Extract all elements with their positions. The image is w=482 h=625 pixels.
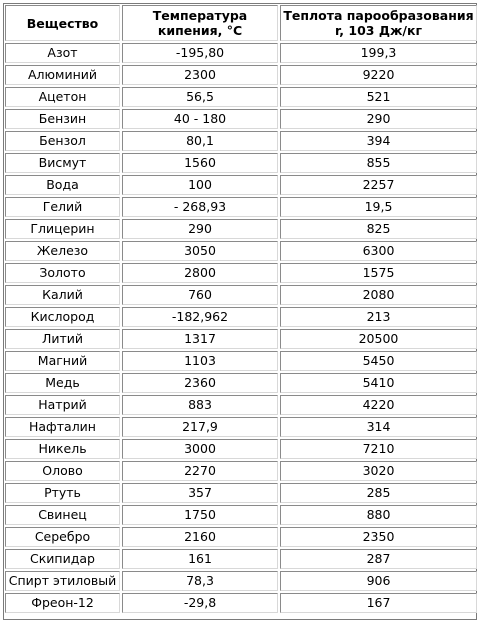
boiling-temperature-cell: 161 <box>122 549 278 569</box>
table-row <box>5 417 477 437</box>
heat-of-vaporization-cell: 2350 <box>280 527 477 547</box>
substance-cell: Бензин <box>5 109 120 129</box>
boiling-temperature-cell: 100 <box>122 175 278 195</box>
boiling-temperature-cell: 40 - 180 <box>122 109 278 129</box>
substance-cell: Алюминий <box>5 65 120 85</box>
substance-cell: Олово <box>5 461 120 481</box>
boiling-temperature-cell: -29,8 <box>122 593 278 613</box>
table-row <box>5 65 477 85</box>
table-row <box>5 241 477 261</box>
table-row <box>5 329 477 349</box>
substance-cell: Ртуть <box>5 483 120 503</box>
heat-of-vaporization-cell: 290 <box>280 109 477 129</box>
table-row <box>5 527 477 547</box>
table-row <box>5 505 477 525</box>
boiling-temperature-cell: 1317 <box>122 329 278 349</box>
boiling-temperature-cell: 78,3 <box>122 571 278 591</box>
boiling-temperature-cell: 1750 <box>122 505 278 525</box>
header-heat-of-vaporization: Теплота парообразования r, 103 Дж/кг <box>280 5 477 41</box>
table-row <box>5 395 477 415</box>
table-row <box>5 285 477 305</box>
substance-cell: Железо <box>5 241 120 261</box>
heat-of-vaporization-cell: 19,5 <box>280 197 477 217</box>
boiling-temperature-cell: 1560 <box>122 153 278 173</box>
table-row <box>5 131 477 151</box>
heat-of-vaporization-cell: 394 <box>280 131 477 151</box>
heat-of-vaporization-cell: 213 <box>280 307 477 327</box>
table-row <box>5 153 477 173</box>
heat-of-vaporization-cell: 906 <box>280 571 477 591</box>
boiling-temperature-cell: 2300 <box>122 65 278 85</box>
boiling-temperature-cell: 3050 <box>122 241 278 261</box>
substance-cell: Глицерин <box>5 219 120 239</box>
heat-of-vaporization-cell: 4220 <box>280 395 477 415</box>
header-substance: Вещество <box>5 5 120 41</box>
boiling-temperature-cell: 80,1 <box>122 131 278 151</box>
boiling-temperature-cell: 56,5 <box>122 87 278 107</box>
boiling-temperature-cell: 290 <box>122 219 278 239</box>
boiling-temperature-cell: 357 <box>122 483 278 503</box>
heat-of-vaporization-cell: 880 <box>280 505 477 525</box>
substance-cell: Магний <box>5 351 120 371</box>
substance-cell: Азот <box>5 43 120 63</box>
table-row <box>5 263 477 283</box>
table-row <box>5 219 477 239</box>
heat-of-vaporization-cell: 5410 <box>280 373 477 393</box>
boiling-temperature-cell: - 268,93 <box>122 197 278 217</box>
boiling-temperature-cell: 2360 <box>122 373 278 393</box>
heat-of-vaporization-cell: 287 <box>280 549 477 569</box>
heat-of-vaporization-cell: 285 <box>280 483 477 503</box>
substance-cell: Натрий <box>5 395 120 415</box>
substance-cell: Ацетон <box>5 87 120 107</box>
boiling-temperature-cell: 2270 <box>122 461 278 481</box>
heat-of-vaporization-cell: 855 <box>280 153 477 173</box>
substance-cell: Золото <box>5 263 120 283</box>
table-row <box>5 175 477 195</box>
heat-of-vaporization-cell: 825 <box>280 219 477 239</box>
heat-of-vaporization-cell: 1575 <box>280 263 477 283</box>
boiling-point-table <box>3 3 479 615</box>
boiling-temperature-cell: 217,9 <box>122 417 278 437</box>
substance-cell: Никель <box>5 439 120 459</box>
substance-cell: Кислород <box>5 307 120 327</box>
substance-cell: Литий <box>5 329 120 349</box>
heat-of-vaporization-cell: 3020 <box>280 461 477 481</box>
heat-of-vaporization-cell: 2080 <box>280 285 477 305</box>
heat-of-vaporization-cell: 5450 <box>280 351 477 371</box>
table-row <box>5 307 477 327</box>
substance-cell: Серебро <box>5 527 120 547</box>
substance-cell: Нафталин <box>5 417 120 437</box>
heat-of-vaporization-cell: 9220 <box>280 65 477 85</box>
boiling-temperature-cell: -195,80 <box>122 43 278 63</box>
heat-of-vaporization-cell: 167 <box>280 593 477 613</box>
substance-cell: Фреон-12 <box>5 593 120 613</box>
heat-of-vaporization-cell: 521 <box>280 87 477 107</box>
heat-of-vaporization-cell: 314 <box>280 417 477 437</box>
header-boiling-temperature: Температура кипения, °С <box>122 5 278 41</box>
boiling-temperature-cell: 1103 <box>122 351 278 371</box>
table-row <box>5 483 477 503</box>
heat-of-vaporization-cell: 20500 <box>280 329 477 349</box>
boiling-temperature-cell: 760 <box>122 285 278 305</box>
table-row <box>5 593 477 613</box>
boiling-temperature-cell: 883 <box>122 395 278 415</box>
table-row <box>5 197 477 217</box>
substance-cell: Спирт этиловый <box>5 571 120 591</box>
boiling-temperature-cell: 2800 <box>122 263 278 283</box>
substance-cell: Медь <box>5 373 120 393</box>
substance-cell: Висмут <box>5 153 120 173</box>
table-row <box>5 549 477 569</box>
table-row <box>5 373 477 393</box>
substance-cell: Бензол <box>5 131 120 151</box>
table-row <box>5 571 477 591</box>
substance-cell: Вода <box>5 175 120 195</box>
heat-of-vaporization-cell: 2257 <box>280 175 477 195</box>
substance-cell: Скипидар <box>5 549 120 569</box>
table-row <box>5 109 477 129</box>
boiling-temperature-cell: 3000 <box>122 439 278 459</box>
heat-of-vaporization-cell: 199,3 <box>280 43 477 63</box>
heat-of-vaporization-cell: 7210 <box>280 439 477 459</box>
table-row <box>5 461 477 481</box>
heat-of-vaporization-cell: 6300 <box>280 241 477 261</box>
substance-cell: Свинец <box>5 505 120 525</box>
substance-cell: Калий <box>5 285 120 305</box>
table-row <box>5 87 477 107</box>
substance-cell: Гелий <box>5 197 120 217</box>
boiling-temperature-cell: 2160 <box>122 527 278 547</box>
table-header-row <box>5 5 477 41</box>
table-row <box>5 43 477 63</box>
table-row <box>5 351 477 371</box>
table-row <box>5 439 477 459</box>
boiling-temperature-cell: -182,962 <box>122 307 278 327</box>
